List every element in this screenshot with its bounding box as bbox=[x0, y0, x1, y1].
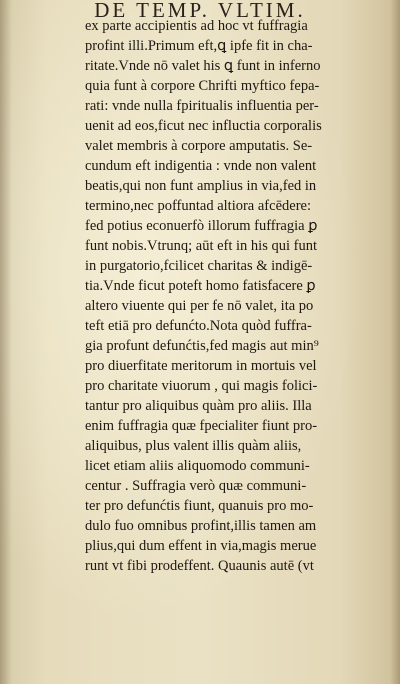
text-line: in purgatorio,fcilicet charitas & indigē- bbox=[85, 258, 313, 274]
text-line: profint illi.Primum eft,ꝗ ipfe fit in cha- bbox=[85, 38, 313, 54]
text-line: ritate.Vnde nō valet his ꝗ funt in inferno bbox=[85, 58, 321, 74]
text-line: runt vt fibi prodeffent. Quaunis autē (vt bbox=[85, 558, 314, 574]
text-line: teft etiā pro defunćto.Nota quòd fuffra- bbox=[85, 318, 312, 334]
text-line: enim fuffragia quæ fpecialiter fiunt pro- bbox=[85, 418, 318, 434]
text-line: uenit ad eos,ficut nec influctia corporalis bbox=[85, 118, 322, 134]
text-line: licet etiam aliis aliquomodo communi- bbox=[85, 458, 310, 474]
text-line: dulo fuo omnibus profint,illis tamen am bbox=[85, 518, 317, 534]
text-line: valet membris à corpore amputatis. Se- bbox=[85, 138, 313, 154]
text-line: tantur pro aliquibus quàm pro aliis. Illa bbox=[85, 398, 312, 414]
text-line: pro charitate viuorum , qui magis folici- bbox=[85, 378, 318, 394]
text-line: quia funt à corpore Chrifti myftico fepa- bbox=[85, 78, 320, 94]
text-line: rati: vnde nulla fpiritualis influentia per- bbox=[85, 98, 319, 114]
text-line: ex parte accipientis ad hoc vt fuffragia bbox=[85, 18, 308, 34]
text-line: tia.Vnde ficut poteft homo fatisfacere ꝑ bbox=[85, 278, 316, 294]
text-line: beatis,qui non funt amplius in via,fed in bbox=[85, 178, 317, 194]
text-block bbox=[85, 16, 390, 576]
text-line: fed potius econuerfò illorum fuffragia ꝑ bbox=[85, 218, 318, 234]
text-line: termino,nec poffuntad altiora afcēdere: bbox=[85, 198, 311, 214]
text-line: cundum eft indigentia : vnde non valent bbox=[85, 158, 317, 174]
text-line: gia profunt defunćtis,fed magis aut min⁹ bbox=[85, 338, 319, 354]
text-line: funt nobis.Vtrunq; aūt eft in his qui funt bbox=[85, 238, 317, 254]
text-line: pro diuerfitate meritorum in mortuis vel bbox=[85, 358, 317, 374]
text-line: centur . Suffragia verò quæ communi- bbox=[85, 478, 307, 494]
text-line: plius,qui dum effent in via,magis merue bbox=[85, 538, 317, 554]
text-line: ter pro defunćtis fiunt, quanuis pro mo- bbox=[85, 498, 314, 514]
text-line: aliquibus, plus valent illis quàm aliis, bbox=[85, 438, 302, 454]
text-line: altero viuente qui per fe nō valet, ita po bbox=[85, 298, 314, 314]
running-head: DE TEMP. VLTIM. bbox=[94, 0, 306, 22]
